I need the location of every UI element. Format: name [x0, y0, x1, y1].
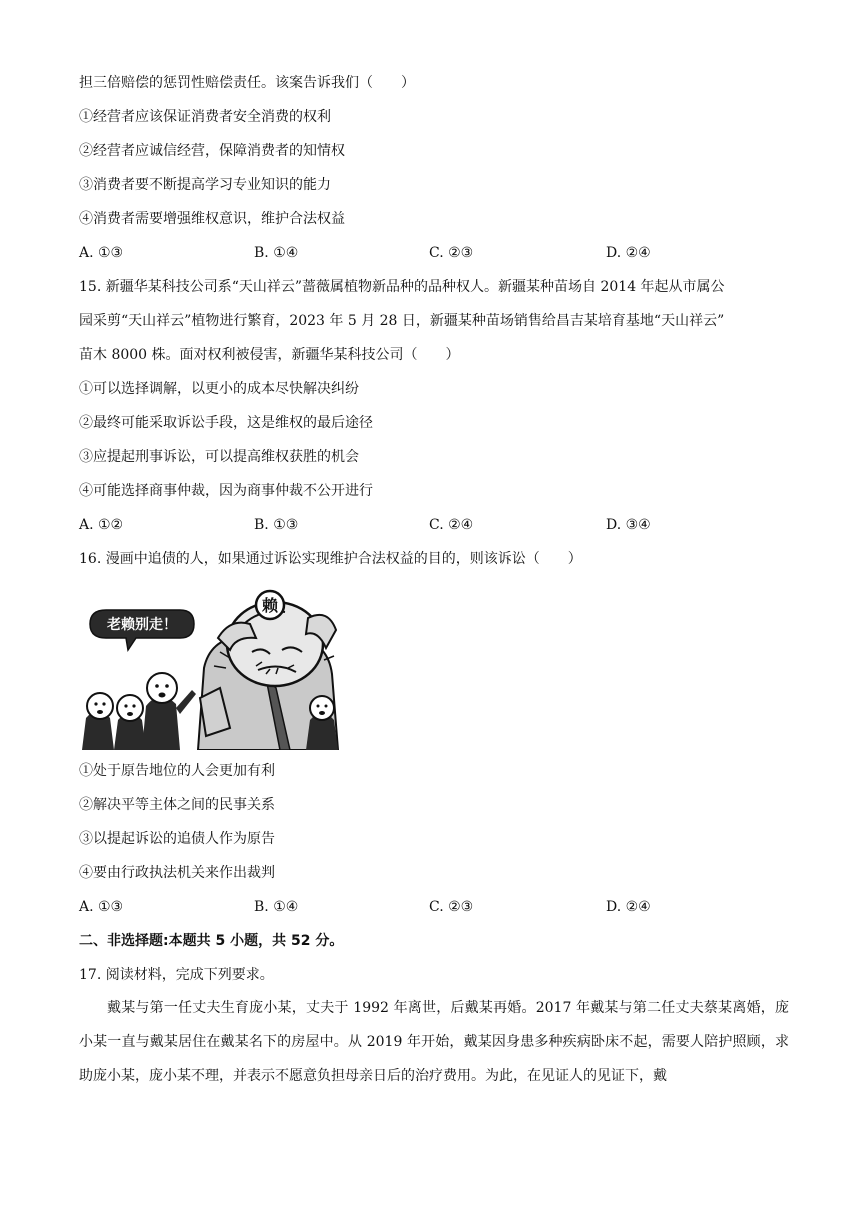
- q14-option-b[interactable]: B. ①④: [254, 245, 299, 261]
- q16-item-2: ②解决平等主体之间的民事关系: [79, 797, 275, 813]
- q16-option-b[interactable]: B. ①④: [254, 899, 299, 915]
- q16-item-4: ④要由行政执法机关来作出裁判: [79, 865, 275, 881]
- q14-item-1: ①经营者应该保证消费者安全消费的权利: [79, 109, 331, 125]
- q15-option-a[interactable]: A. ①②: [79, 517, 124, 533]
- q17-material-text: 戴某与第一任丈夫生育庞小某，丈夫于 1992 年离世，后戴某再婚。2017 年戴某与第二任丈夫蔡某离婚，庞小某一直与戴某居住在戴某名下的房屋中。从 2019 年开始，戴某因身患多种疾病卧床不起，需要人陪护照顾，求助庞小某，庞小某不理，并表示不愿意负担母亲日后的治疗费用。为此，在见证人的见证下，戴: [79, 1000, 789, 1084]
- q15-stem-line-3: 苗木 8000 株。面对权利被侵害，新疆华某科技公司（ ）: [79, 347, 460, 363]
- q14-option-d[interactable]: D. ②④: [606, 245, 651, 261]
- q14-item-2: ②经营者应诚信经营，保障消费者的知情权: [79, 143, 345, 159]
- q14-item-4: ④消费者需要增强维权意识，维护合法权益: [79, 211, 345, 227]
- q16-item-3: ③以提起诉讼的追债人作为原告: [79, 831, 275, 847]
- debtor-badge: [256, 591, 284, 619]
- q16-option-c[interactable]: C. ②③: [429, 899, 474, 915]
- q16-options: [79, 896, 789, 918]
- speech-bubble: [90, 610, 194, 650]
- debt-collector-cartoon: [80, 578, 340, 750]
- q16-item-1: ①处于原告地位的人会更加有利: [79, 763, 275, 779]
- q17-stem: 17. 阅读材料，完成下列要求。: [79, 967, 274, 983]
- q14-option-a[interactable]: A. ①③: [79, 245, 124, 261]
- q14-item-3: ③消费者要不断提高学习专业知识的能力: [79, 177, 331, 193]
- q15-stem-line-1: 15. 新疆华某科技公司系“天山祥云”蔷薇属植物新品种的品种权人。新疆某种苗场自 2014 年起从市属公: [79, 279, 725, 295]
- q15-item-3: ③应提起刑事诉讼，可以提高维权获胜的机会: [79, 449, 359, 465]
- q15-option-c[interactable]: C. ②④: [429, 517, 474, 533]
- q14-option-c[interactable]: C. ②③: [429, 245, 474, 261]
- q17-material: [79, 991, 789, 1093]
- q15-option-b[interactable]: B. ①③: [254, 517, 299, 533]
- section-heading: 二、非选择题:本题共 5 小题，共 52 分。: [79, 933, 344, 949]
- q14-stem-tail: 担三倍赔偿的惩罚性赔偿责任。该案告诉我们（ ）: [79, 75, 415, 91]
- q16-option-a[interactable]: A. ①③: [79, 899, 124, 915]
- q16-stem: 16. 漫画中追债的人，如果通过诉讼实现维护合法权益的目的，则该诉讼（ ）: [79, 551, 582, 567]
- q14-options: [79, 242, 789, 264]
- q15-item-2: ②最终可能采取诉讼手段，这是维权的最后途径: [79, 415, 373, 431]
- q15-stem-line-2: 园采剪“天山祥云”植物进行繁育，2023 年 5 月 28 日，新疆某种苗场销售给昌吉某培育基地“天山祥云”: [79, 313, 725, 329]
- q15-option-d[interactable]: D. ③④: [606, 517, 651, 533]
- q15-options: [79, 514, 789, 536]
- q16-option-d[interactable]: D. ②④: [606, 899, 651, 915]
- q15-item-1: ①可以选择调解，以更小的成本尽快解决纠纷: [79, 381, 359, 397]
- badge-text: 赖: [261, 596, 279, 615]
- q15-item-4: ④可能选择商事仲裁，因为商事仲裁不公开进行: [79, 483, 373, 499]
- speech-bubble-text: 老赖别走！: [107, 617, 177, 633]
